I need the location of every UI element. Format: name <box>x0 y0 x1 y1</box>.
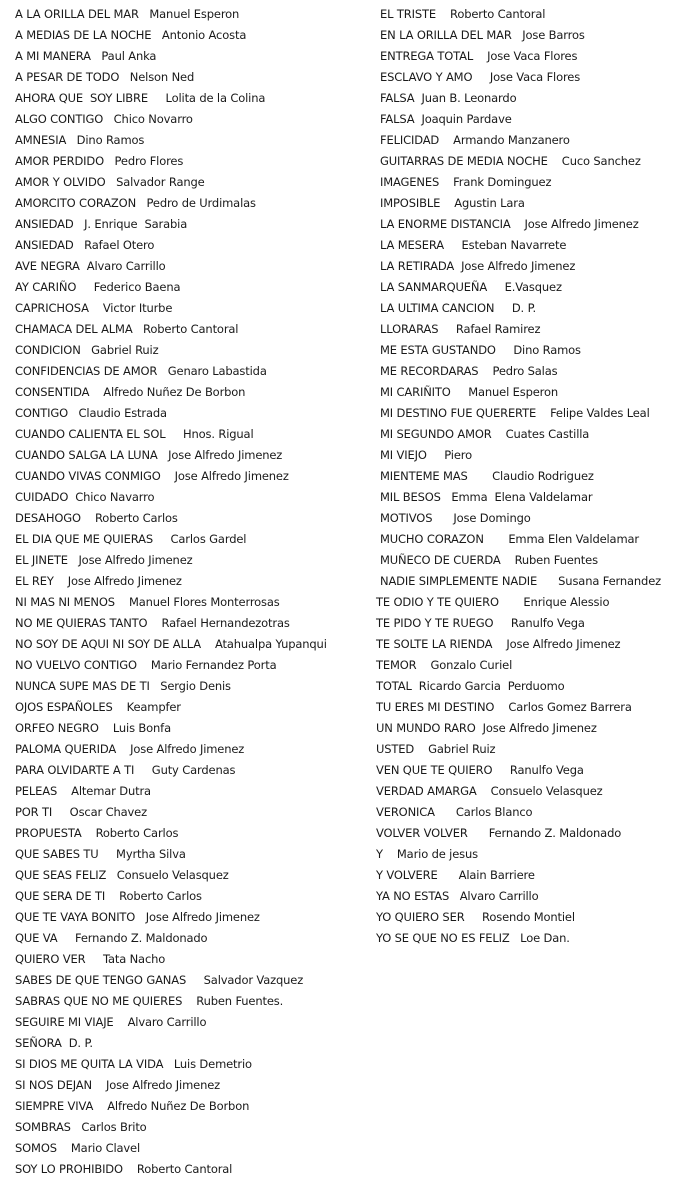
song-list-left-column <box>15 4 327 1180</box>
song-entry: A MEDIAS DE LA NOCHE Antonio Acosta <box>15 28 247 42</box>
song-entry: MI SEGUNDO AMOR Cuates Castilla <box>380 427 590 441</box>
song-entry: A LA ORILLA DEL MAR Manuel Esperon <box>15 7 240 21</box>
song-entry: CONFIDENCIAS DE AMOR Genaro Labastida <box>15 364 267 378</box>
song-entry: IMAGENES Frank Dominguez <box>380 175 552 189</box>
song-entry: NO SOY DE AQUI NI SOY DE ALLA Atahualpa Yupanqui <box>15 637 327 651</box>
song-entry: VOLVER VOLVER Fernando Z. Maldonado <box>376 826 622 840</box>
song-entry: NO VUELVO CONTIGO Mario Fernandez Porta <box>15 658 277 672</box>
song-entry: AVE NEGRA Alvaro Carrillo <box>15 259 166 273</box>
song-entry: YO SE QUE NO ES FELIZ Loe Dan. <box>376 931 570 945</box>
song-entry: SOMOS Mario Clavel <box>15 1141 141 1155</box>
song-entry: NO ME QUIERAS TANTO Rafael Hernandezotras <box>15 616 290 630</box>
song-entry: OJOS ESPAÑOLES Keampfer <box>15 700 181 714</box>
song-entry: ESCLAVO Y AMO Jose Vaca Flores <box>380 70 581 84</box>
song-entry: LA ULTIMA CANCION D. P. <box>380 301 537 315</box>
song-entry: EL TRISTE Roberto Cantoral <box>380 7 546 21</box>
song-entry: AMOR Y OLVIDO Salvador Range <box>15 175 205 189</box>
song-entry: SIEMPRE VIVA Alfredo Nuñez De Borbon <box>15 1099 250 1113</box>
song-entry: FELICIDAD Armando Manzanero <box>380 133 570 147</box>
song-list-right-column <box>376 4 662 949</box>
song-entry: SEGUIRE MI VIAJE Alvaro Carrillo <box>15 1015 207 1029</box>
song-entry: EL DIA QUE ME QUIERAS Carlos Gardel <box>15 532 247 546</box>
song-entry: CUANDO SALGA LA LUNA Jose Alfredo Jimenez <box>15 448 283 462</box>
song-entry: VERONICA Carlos Blanco <box>376 805 533 819</box>
song-entry: AHORA QUE SOY LIBRE Lolita de la Colina <box>15 91 266 105</box>
song-entry: SEÑORA D. P. <box>15 1036 93 1050</box>
song-entry: MIENTEME MAS Claudio Rodriguez <box>380 469 594 483</box>
song-entry: Y VOLVERE Alain Barriere <box>376 868 535 882</box>
song-entry: QUE VA Fernando Z. Maldonado <box>15 931 208 945</box>
song-entry: POR TI Oscar Chavez <box>15 805 147 819</box>
song-entry: CHAMACA DEL ALMA Roberto Cantoral <box>15 322 239 336</box>
song-entry: SI NOS DEJAN Jose Alfredo Jimenez <box>15 1078 221 1092</box>
song-entry: AMOR PERDIDO Pedro Flores <box>15 154 184 168</box>
song-entry: AMORCITO CORAZON Pedro de Urdimalas <box>15 196 256 210</box>
song-entry: ME RECORDARAS Pedro Salas <box>380 364 558 378</box>
song-entry: UN MUNDO RARO Jose Alfredo Jimenez <box>376 721 597 735</box>
song-entry: CAPRICHOSA Victor Iturbe <box>15 301 173 315</box>
song-entry: MIL BESOS Emma Elena Valdelamar <box>380 490 593 504</box>
song-entry: AMNESIA Dino Ramos <box>15 133 145 147</box>
song-entry: TE PIDO Y TE RUEGO Ranulfo Vega <box>376 616 585 630</box>
song-entry: QUIERO VER Tata Nacho <box>15 952 166 966</box>
song-entry: PALOMA QUERIDA Jose Alfredo Jimenez <box>15 742 245 756</box>
song-entry: QUE SEAS FELIZ Consuelo Velasquez <box>15 868 229 882</box>
song-entry: QUE SERA DE TI Roberto Carlos <box>15 889 202 903</box>
song-entry: A PESAR DE TODO Nelson Ned <box>15 70 195 84</box>
song-entry: SABES DE QUE TENGO GANAS Salvador Vazquez <box>15 973 304 987</box>
song-entry: TEMOR Gonzalo Curiel <box>376 658 513 672</box>
song-entry: CUANDO VIVAS CONMIGO Jose Alfredo Jimenez <box>15 469 289 483</box>
song-entry: SOMBRAS Carlos Brito <box>15 1120 147 1134</box>
song-entry: IMPOSIBLE Agustin Lara <box>380 196 525 210</box>
song-entry: DESAHOGO Roberto Carlos <box>15 511 178 525</box>
song-entry: NI MAS NI MENOS Manuel Flores Monterrosas <box>15 595 280 609</box>
song-entry: Y Mario de jesus <box>376 847 478 861</box>
song-entry: TOTAL Ricardo Garcia Perduomo <box>376 679 565 693</box>
song-entry: CONTIGO Claudio Estrada <box>15 406 167 420</box>
song-entry: YA NO ESTAS Alvaro Carrillo <box>376 889 539 903</box>
song-entry: CUIDADO Chico Navarro <box>15 490 155 504</box>
song-entry: LLORARAS Rafael Ramirez <box>380 322 541 336</box>
song-entry: USTED Gabriel Ruiz <box>376 742 496 756</box>
song-entry: YO QUIERO SER Rosendo Montiel <box>376 910 575 924</box>
song-entry: EL REY Jose Alfredo Jimenez <box>15 574 182 588</box>
song-entry: LA ENORME DISTANCIA Jose Alfredo Jimenez <box>380 217 639 231</box>
song-entry: MI CARIÑITO Manuel Esperon <box>380 385 559 399</box>
song-entry: SI DIOS ME QUITA LA VIDA Luis Demetrio <box>15 1057 252 1071</box>
song-entry: LA SANMARQUEÑA E.Vasquez <box>380 280 562 294</box>
song-entry: MOTIVOS Jose Domingo <box>380 511 531 525</box>
song-entry: LA MESERA Esteban Navarrete <box>380 238 567 252</box>
song-entry: MI DESTINO FUE QUERERTE Felipe Valdes Leal <box>380 406 650 420</box>
song-entry: ANSIEDAD Rafael Otero <box>15 238 155 252</box>
song-entry: TE ODIO Y TE QUIERO Enrique Alessio <box>376 595 610 609</box>
song-entry: GUITARRAS DE MEDIA NOCHE Cuco Sanchez <box>380 154 641 168</box>
song-entry: VERDAD AMARGA Consuelo Velasquez <box>376 784 603 798</box>
song-entry: SABRAS QUE NO ME QUIERES Ruben Fuentes. <box>15 994 284 1008</box>
song-entry: ANSIEDAD J. Enrique Sarabia <box>15 217 188 231</box>
song-entry: MUÑECO DE CUERDA Ruben Fuentes <box>380 553 598 567</box>
song-entry: FALSA Juan B. Leonardo <box>380 91 517 105</box>
song-entry: TE SOLTE LA RIENDA Jose Alfredo Jimenez <box>376 637 621 651</box>
song-entry: CUANDO CALIENTA EL SOL Hnos. Rigual <box>15 427 254 441</box>
song-entry: EN LA ORILLA DEL MAR Jose Barros <box>380 28 585 42</box>
song-entry: PARA OLVIDARTE A TI Guty Cardenas <box>15 763 236 777</box>
song-entry: TU ERES MI DESTINO Carlos Gomez Barrera <box>376 700 632 714</box>
song-entry: EL JINETE Jose Alfredo Jimenez <box>15 553 193 567</box>
song-entry: NADIE SIMPLEMENTE NADIE Susana Fernandez <box>380 574 662 588</box>
song-entry: MI VIEJO Piero <box>380 448 472 462</box>
song-entry: VEN QUE TE QUIERO Ranulfo Vega <box>376 763 584 777</box>
song-entry: ORFEO NEGRO Luis Bonfa <box>15 721 171 735</box>
song-entry: NUNCA SUPE MAS DE TI Sergio Denis <box>15 679 231 693</box>
song-entry: MUCHO CORAZON Emma Elen Valdelamar <box>380 532 639 546</box>
song-entry: LA RETIRADA Jose Alfredo Jimenez <box>380 259 576 273</box>
song-entry: AY CARIÑO Federico Baena <box>15 280 181 294</box>
song-entry: QUE TE VAYA BONITO Jose Alfredo Jimenez <box>15 910 260 924</box>
song-entry: A MI MANERA Paul Anka <box>15 49 157 63</box>
song-entry: PROPUESTA Roberto Carlos <box>15 826 179 840</box>
song-entry: CONDICION Gabriel Ruiz <box>15 343 159 357</box>
song-entry: SOY LO PROHIBIDO Roberto Cantoral <box>15 1162 233 1176</box>
song-entry: CONSENTIDA Alfredo Nuñez De Borbon <box>15 385 246 399</box>
song-entry: PELEAS Altemar Dutra <box>15 784 151 798</box>
song-entry: ALGO CONTIGO Chico Novarro <box>15 112 193 126</box>
song-entry: ENTREGA TOTAL Jose Vaca Flores <box>380 49 578 63</box>
song-entry: ME ESTA GUSTANDO Dino Ramos <box>380 343 581 357</box>
song-entry: FALSA Joaquin Pardave <box>380 112 512 126</box>
song-entry: QUE SABES TU Myrtha Silva <box>15 847 186 861</box>
